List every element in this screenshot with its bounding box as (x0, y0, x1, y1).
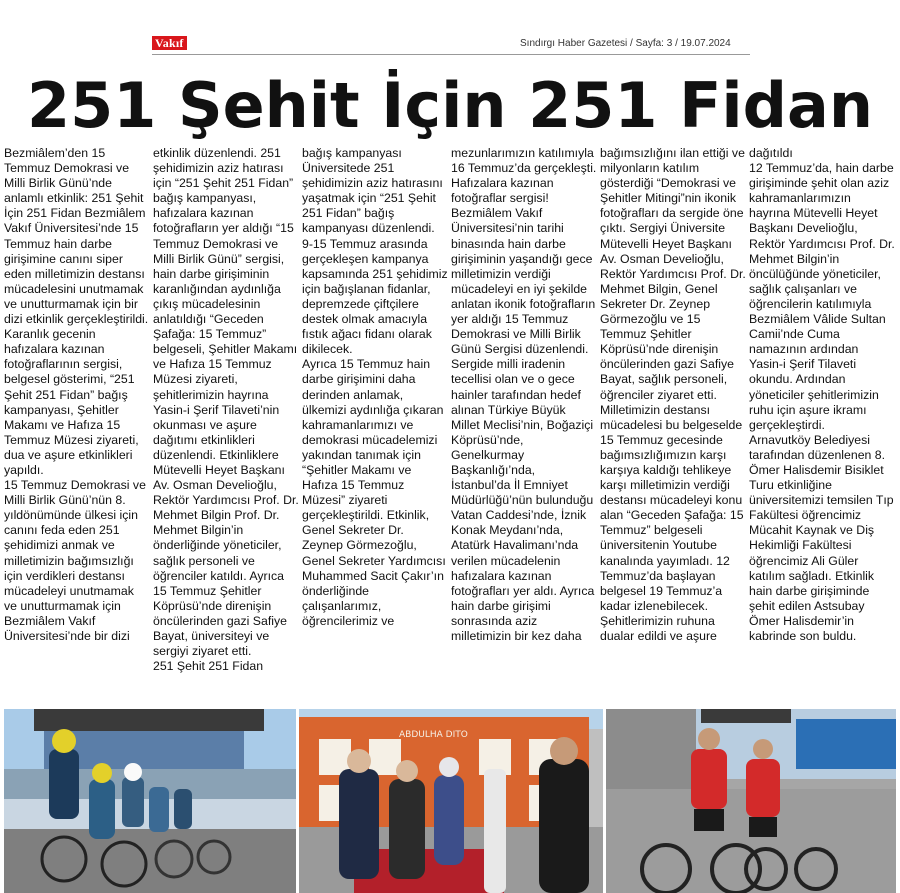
masthead-rule (152, 54, 750, 55)
building-sign: ABDULHA DITO (399, 730, 468, 740)
two-cyclists-photo (606, 709, 896, 893)
article-column-2 (153, 146, 299, 704)
paragraph: Ayrıca 15 Temmuz hain darbe girişimini daha derinden anlamak, ülkemizi aydınlığa çıkaran kahramanlarımızı ve demokrasi mücadelemizi yakından tanımak için “Şehitler Makamı ve Hafıza 15 Temmuz Müzesi” ziyareti gerçekleştirildi. Etkinlik, Genel Sekreter Dr. Zeynep Görmezoğlu, Genel Sekreter Yardımcısı Muhammed Sacit Çakır’ın önderliğinde çalışanlarımız, öğrencilerimiz ve (302, 357, 446, 628)
asure-distribution-photo (299, 709, 603, 893)
photo-strip (4, 709, 896, 893)
paragraph: 251 Şehit 251 Fidan (153, 659, 264, 674)
article-column-6 (749, 146, 895, 704)
paragraph: etkinlik düzenlendi. 251 şehidimizin aziz hatırası için “251 Şehit 251 Fidan” bağış kampanyası, hafızalara kazınan fotoğrafların yer aldığı “15 Temmuz Demokrasi ve Milli Birlik Günü” sergisi, hain darbe girişiminin karanlığından aydınlığa çıkış mücadelesinin anlatıldığı “Geceden Şafağa: 15 Temmuz” belgeseli, Şehitler Makamı ve Hafıza 15 Temmuz Müzesi ziyareti, şehitlerimizin hayrına Yasin-i Şerif Tilaveti’nin okunması ve aşure dağıtımı etkinlikleri düzenlendi. Etkinliklere Mütevelli Heyet Başkanı Av. Osman Develioğlu, Rektör Yardımcısı Prof. Dr. Mehmet Bilgin Prof. Dr. Mehmet Bilgin’in önderliğinde yöneticiler, sağlık personeli ve öğrenciler katıldı. Ayrıca 15 Temmuz Şehitler Köprüsü’nde direnişin öncülerinden gazi Safiye Bayat, üniversiteyi ve sergiyi ziyaret etti. (153, 146, 299, 659)
paragraph: bağımsızlığını ilan ettiği ve milyonların katılım gösterdiği “Demokrasi ve Şehitler Mitingi”nin ikonik fotoğrafları da sergide öne çıktı. Sergiyi Üniversite Mütevelli Heyet Başkanı Av. Osman Develioğlu, Rektör Yardımcısı Prof. Dr. Mehmet Bilgin, Genel Sekreter Dr. Zeynep Görmezoğlu ve 15 Temmuz Şehitler Köprüsü’nde direnişin öncülerinden gazi Safiye Bayat, sağlık personeli, öğrenciler ziyaret etti. Milletimizin destansı mücadelesi bu belgeselde (600, 146, 746, 432)
article-column-3 (302, 146, 448, 704)
paragraph: 15 Temmuz gecesinde bağımsızlığımızın karşı karşıya kaldığı tehlikeye karşı milletimizin verdiği destansı mücadeleyi konu alan “Geceden Şafağa: 15 Temmuz” belgeseli üniversitenin Youtube kanalında yayımladı. 12 Temmuz’da başlayan belgesel 19 Temmuz’a kadar izlenebilecek. Şehitlerimizin ruhuna dualar edildi ve aşure (600, 432, 744, 643)
paragraph: Bezmiâlem’den 15 Temmuz Demokrasi ve Milli Birlik Günü’nde anlamlı etkinlik: 251 Şehit İçin 251 Fidan Bezmiâlem Vakıf Üniversitesi’nde 15 Temmuz hain darbe girişimine canını siper eden milletimizin destansı mücadelesini unutmamak ve unutturmamak için bir dizi etkinlik gerçekleştirildi. Karanlık gecenin hafızalara kazınan fotoğraflarının sergisi, belgesel gösterimi, “251 Şehit 251 Fidan” bağış kampanyası, Şehitler Makamı ve Hafıza 15 Temmuz Müzesi ziyareti, dua ve aşure etkinlikleri yapıldı. (4, 146, 149, 477)
paragraph: 12 Temmuz’da, hain darbe girişiminde şehit olan aziz kahramanlarımızın hayrına Mütevelli Heyet Başkanı Develioğlu, Rektör Yardımcısı Prof. Dr. Mehmet Bilgin’in öncülüğünde yöneticiler, sağlık çalışanları ve öğrencilerin katılımıyla Bezmiâlem Vâlide Sultan Camii’nde Cuma namazının ardından Yasin-i Şerif Tilaveti okundu. Ardından yöneticiler şehitlerimizin ruhu için aşure ikramı gerçekleştirdi. (749, 161, 895, 432)
article-column-1 (4, 146, 150, 704)
newspaper-logo: Vakıf (152, 36, 187, 50)
article-column-4 (451, 146, 597, 704)
article-headline: 251 Şehit İçin 251 Fidan (26, 69, 874, 142)
paragraph: bağış kampanyası Üniversitede 251 şehidimizin aziz hatırasını yaşatmak için “251 Şehit 251 Fidan” bağış kampanyası düzenlendi. 9-15 Temmuz arasında gerçekleşen kampanya kapsamında 251 şehidimiz için bağışlanan fidanlar, depremzede çiftçilere destek olmak amacıyla fıstık ağacı fidanı olarak dikilecek. (302, 146, 448, 357)
masthead (0, 0, 900, 60)
paragraph: mezunlarımızın katılımıyla 16 Temmuz’da gerçekleşti. Hafızalara kazınan fotoğraflar sergisi! Bezmiâlem Vakıf Üniversitesi’nin tarihi binasında hain darbe girişiminin yaşandığı gece milletimizin verdiği mücadeleyi en iyi şekilde anlatan ikonik fotoğrafların yer aldığı 15 Temmuz Demokrasi ve Milli Birlik Günü Sergisi düzenlendi. Sergide milli iradenin tecellisi olan ve o gece hainler tarafından hedef alınan Türkiye Büyük Millet Meclisi’nin, Boğaziçi Köprüsü’nde, Genelkurmay Başkanlığı’nda, İstanbul’da İl Emniyet Müdürlüğü’nün bulunduğu Vatan Caddesi’nde, İznik Konak Meydanı’nda, Atatürk Havalimanı’nda verilen mücadelenin hafızalara kazınan fotoğrafları yer aldı. Ayrıca hain darbe girişimi sonrasında aziz milletimizin bir kez daha (451, 146, 597, 643)
cyclists-lineup-photo (4, 709, 296, 893)
article-body (4, 146, 896, 704)
paragraph: dağıtıldı (749, 146, 793, 160)
publication-info: Sındırgı Haber Gazetesi / Sayfa: 3 / 19.07.2024 (520, 38, 731, 49)
paragraph: Arnavutköy Belediyesi tarafından düzenlenen 8. Ömer Halisdemir Bisiklet Turu etkinliğine üniversitemizi temsilen Tıp Fakültesi öğrencimiz Mücahit Kaynak ve Diş Hekimliği Fakültesi öğrencimiz Ali Güler katılım sağladı. Etkinlik hain darbe girişiminde şehit edilen Astsubay Ömer Halisdemir’in kabrinde son buldu. (749, 432, 894, 643)
article-column-5 (600, 146, 746, 704)
paragraph: 15 Temmuz Demokrasi ve Milli Birlik Günü’nün 8. yıldönümünde ülkesi için canını feda eden 251 şehidimizi anmak ve milletimizin bağımsızlığı için verdikleri destansı mücadeleyi unutmamak ve unutturmamak için Bezmiâlem Vakıf Üniversitesi’nde bir dizi (4, 478, 146, 643)
